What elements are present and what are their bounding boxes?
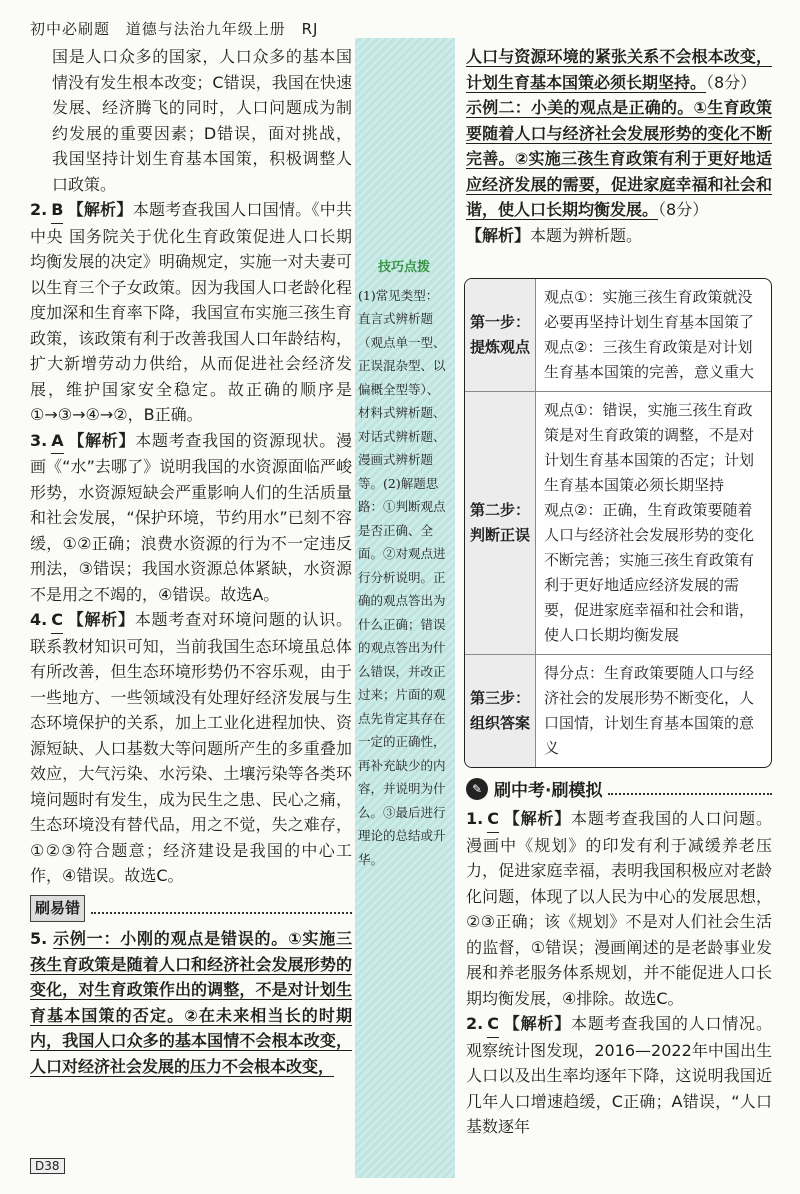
right-answers bbox=[466, 806, 772, 1140]
answer-5 bbox=[30, 926, 352, 1079]
answer-choice: C bbox=[487, 1011, 499, 1038]
table-row bbox=[465, 392, 771, 655]
step-label: 第一步：提炼观点 bbox=[465, 279, 536, 391]
dotted-rule bbox=[91, 902, 352, 914]
analysis-tag: 【解析】 bbox=[66, 610, 135, 629]
table-row bbox=[465, 279, 771, 392]
section-tag: 刷易错 bbox=[30, 895, 85, 923]
answer-4 bbox=[30, 607, 352, 889]
step-content: 得分点：生育政策要随人口与经济社会的发展形势不断变化，人口国情，计划生育基本国策的意义 bbox=[544, 664, 755, 757]
section-heading bbox=[466, 776, 772, 801]
step-content: 观点①：错误，实施三孩生育政策是对生育政策的调整，不是对计划生育基本国策的否定；计划生育基本国策必须长期坚持 观点②：正确，生育政策要随着人口与经济社会发展形势的变化不断完善；实施三孩生育政策有利于更好地适应经济发展的需要，促进家庭幸福和社会和谐，使人口长期均衡发展 bbox=[544, 401, 755, 644]
answer-text: 本题考查我国的资源现状。漫画《“水”去哪了》说明我国的水资源面临严峻形势，水资源短缺会严重影响人们的生活质量和社会发展，“保护环境，节约用水”已刻不容缓，①②正确；浪费水资源的行为不一定违反刑法，③错误；我国水资源总体紧缺，水资源不是用之不竭的，④错误。故选A。 bbox=[30, 430, 352, 604]
answer-text: 本题考查我国人口国情。《中共中央 国务院关于优化生育政策促进人口长期均衡发展的决定》明确规定，实施一对夫妻可以生育三个子女政策。因为我国人口老龄化程度加深和生育率下降，我国宣布实施三孩生育政策，该政策有利于改善我国人口年龄结构，扩大新增劳动力供给，从而促进社会经济发展，维护国家安全稳定。故正确的顺序是①→③→④→②，B正确。 bbox=[30, 200, 352, 424]
answer-text: 本题考查我国的人口情况。观察统计图发现，2016—2022年中国出生人口以及出生率均逐年下降，这说明我国近几年人口增速趋缓，C正确；A错误，“人口基数逐年 bbox=[466, 1014, 772, 1136]
answer-text: 本题考查我国的人口问题。漫画中《规划》的印发有利于减缓养老压力，促进家庭幸福，表明我国积极应对老龄化问题，体现了以人民为中心的发展思想，②③正确；该《规划》不是对人们社会生活的监督，①错误；漫画阐述的是老龄事业发展和养老服务体系规划，并不能促进人口长期均衡发展，④排除。故选C。 bbox=[466, 809, 772, 1008]
analysis-line bbox=[466, 223, 772, 249]
page-header bbox=[30, 18, 328, 39]
continued-answer bbox=[466, 44, 772, 95]
right-column bbox=[466, 44, 772, 248]
analysis-tag: 【解析】 bbox=[502, 1014, 572, 1033]
step-label: 第三步：组织答案 bbox=[465, 655, 536, 767]
page-number: D38 bbox=[30, 1158, 65, 1174]
steps-table bbox=[464, 278, 772, 768]
answer-text: 本题考查对环境问题的认识。联系教材知识可知，当前我国生态环境虽总体有所改善，但生态环境形势仍不容乐观，由于一些地方、一些领域没有处理好经济发展与生态环境保护的关系，加上工业化进程加快、资源短缺、人口基数大等问题所产生的多重叠加效应，大气污染、水污染、土壤污染等各类环境问题时有发生，成为民生之患、民心之痛，生态环境没有替代品，用之不觉，失之难存，①②③符合题意；经济建设是我国的中心工作，④错误。故选C。 bbox=[30, 610, 352, 885]
analysis-text: 本题为辨析题。 bbox=[530, 225, 643, 245]
answer-text: 示例一：小刚的观点是错误的。①实施三孩生育政策是随着人口和经济社会发展形势的变化，对生育政策作出的调整，不是对计划生育基本国策的否定。②在未来相当长的时期内，我国人口众多的基本国情不会根本改变，人口对经济社会发展的压力不会根本改变， bbox=[30, 929, 352, 1076]
analysis-tag: 【解析】 bbox=[466, 225, 531, 245]
step-content: 观点①：实施三孩生育政策就没必要再坚持计划生育基本国策了 观点②：三孩生育政策是对计划生育基本国策的完善，意义重大 bbox=[544, 288, 755, 381]
score: （8分） bbox=[658, 200, 709, 219]
answer-number: 3. bbox=[30, 430, 48, 450]
answer-2 bbox=[30, 197, 352, 428]
answer-choice: A bbox=[51, 428, 63, 455]
brush-icon: ✎ bbox=[466, 778, 488, 800]
answer-3 bbox=[30, 428, 352, 608]
answer-2 bbox=[466, 1011, 772, 1140]
answer-1 bbox=[466, 806, 772, 1011]
answer-number: 2. bbox=[466, 1014, 484, 1033]
book-title: 初中必刷题 bbox=[30, 20, 111, 38]
answer-number: 5. bbox=[30, 929, 48, 948]
example-two bbox=[466, 95, 772, 223]
table-row bbox=[465, 655, 771, 767]
step-label: 第二步：判断正误 bbox=[465, 392, 536, 654]
answer-text: 示例二：小美的观点是正确的。①生育政策要随着人口与经济社会发展形势的变化不断完善。②实施三孩生育政策有利于更好地适应经济发展的需要，促进家庭幸福和社会和谐，使人口长期均衡发展。 bbox=[466, 98, 772, 219]
analysis-tag: 【解析】 bbox=[67, 200, 133, 219]
edition-label: RJ bbox=[301, 20, 319, 38]
tip-title: 技巧点拨 bbox=[377, 260, 430, 275]
answer-number: 1. bbox=[466, 809, 484, 828]
analysis-tag: 【解析】 bbox=[502, 809, 572, 828]
section-heading bbox=[30, 895, 352, 923]
answer-number: 4. bbox=[30, 610, 48, 629]
subject-title: 道德与法治九年级上册 bbox=[125, 20, 286, 38]
analysis-tag: 【解析】 bbox=[67, 430, 136, 450]
dotted-rule bbox=[608, 783, 772, 795]
left-column bbox=[30, 44, 352, 1079]
answer-choice: B bbox=[51, 197, 63, 224]
tip-body: (1)常见类型：直言式辨析题（观点单一型、正误混杂型、以偏概全型等）、材料式辨析题、对话式辨析题、漫画式辨析题等。(2)解题思路：①判断观点是否正确、全面。②对观点进行分析说明。正确的观点答出为什么正确；错误的观点答出为什么错误，并改正过来；片面的观点先肯定其存在一定的正确性，再补充缺少的内容，并说明为什么。③最后进行理论的总结或升华。 bbox=[358, 287, 446, 867]
answer-number: 2. bbox=[30, 200, 48, 219]
answer-choice: C bbox=[51, 607, 63, 634]
answer-choice: C bbox=[487, 806, 499, 833]
continued-answer: 国是人口众多的国家，人口众多的基本国情没有发生根本改变；C错误，我国在快速发展、经济腾飞的同时，人口问题成为制约发展的重要因素；D错误，面对挑战，我国坚持计划生育基本国策，积极调整人口政策。 bbox=[52, 47, 352, 194]
tip-box bbox=[358, 256, 450, 871]
answer-text: 人口与资源环境的紧张关系不会根本改变，计划生育基本国策必须长期坚持。 bbox=[466, 47, 772, 92]
score: （8分） bbox=[706, 72, 757, 92]
section-title: 刷中考·刷模拟 bbox=[494, 781, 603, 801]
